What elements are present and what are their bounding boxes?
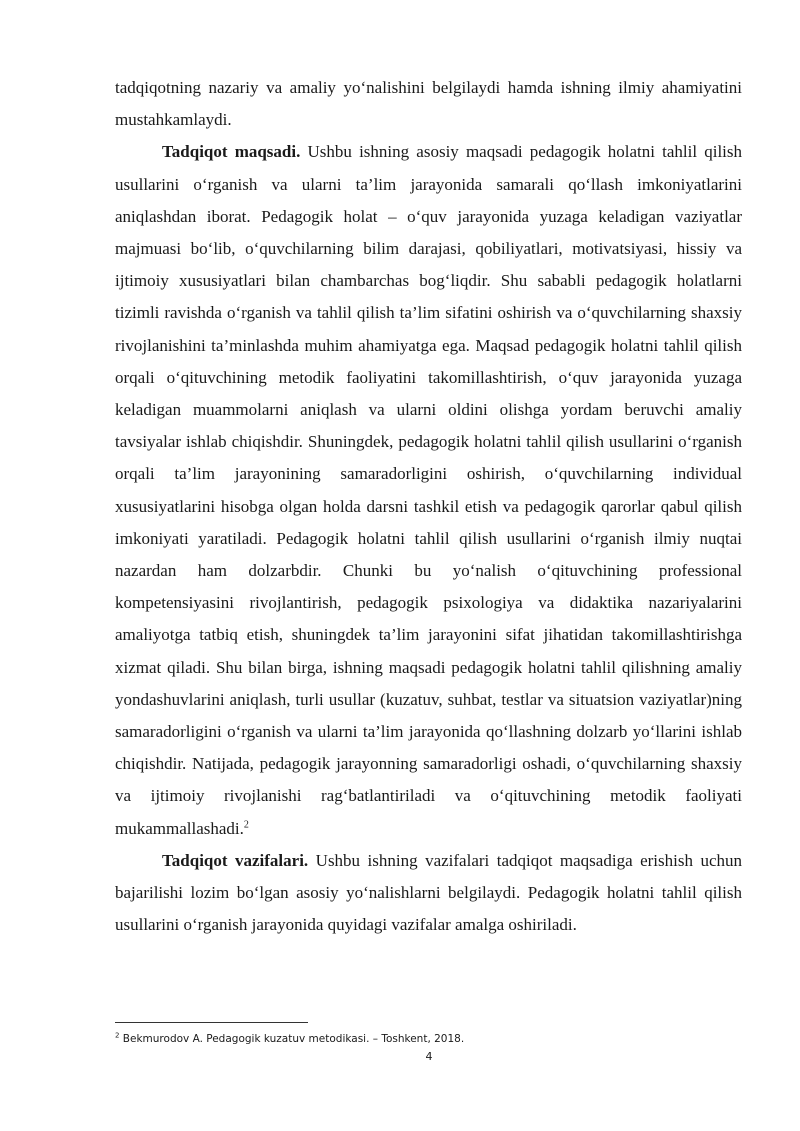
intro-continuation-paragraph: tadqiqotning nazariy va amaliy yo‘nalishini belgilaydi hamda ishning ilmiy ahamiyatini mustahkamlaydi.	[115, 78, 742, 130]
purpose-paragraph	[115, 136, 742, 844]
page-body	[115, 72, 742, 941]
purpose-heading: Tadqiqot maqsadi.	[162, 142, 301, 162]
footnote-marker: 2	[115, 1031, 120, 1040]
tasks-paragraph	[115, 845, 742, 942]
tasks-text: Ushbu ishning vazifalari tadqiqot maqsadiga erishish uchun bajarilishi lozim bo‘lgan asosiy yo‘nalishlarni belgilaydi. Pedagogik holatni tahlil qilish usullarini o‘rganish jarayonida quyidagi vazifalar amalga oshiriladi.	[115, 850, 742, 935]
footnote-divider	[115, 1022, 308, 1023]
footnote-text: Bekmurodov A. Pedagogik kuzatuv metodikasi. – Toshkent, 2018.	[119, 1033, 465, 1045]
purpose-text: Ushbu ishning asosiy maqsadi pedagogik holatni tahlil qilish usullarini o‘rganish va ularni ta’lim jarayonida samarali qo‘llash imkoniyatlarini aniqlashdan iborat. Pedagogik holat – o‘quv jarayonida yuzaga keladigan vaziyatlar majmuasi bo‘lib, o‘quvchilarning bilim darajasi, qobiliyatlari, motivatsiyasi, hissiy va ijtimoiy xususiyatlari bilan chambarchas bog‘liqdir. Shu sababli pedagogik holatlarni tizimli ravishda o‘rganish va tahlil qilish ta’lim sifatini oshirish va o‘quvchilarning shaxsiy rivojlanishini ta’minlashda muhim ahamiyatga ega. Maqsad pedagogik holatni tahlil qilish orqali o‘qituvchining metodik faoliyatini takomillashtirish, o‘quv jarayonida yuzaga keladigan muammolarni aniqlash va ularni oldini olishga yordam beruvchi amaliy tavsiyalar ishlab chiqishdir. Shuningdek, pedagogik holatni tahlil qilish usullarini o‘rganish orqali ta’lim jarayonining samaradorligini oshirish, o‘quvchilarning individual xususiyatlarini hisobga olgan holda darsni tashkil etish va pedagogik qarorlar qabul qilish imkoniyati yaratiladi. Pedagogik holatni tahlil qilish usullarini o‘rganish ilmiy nuqtai nazardan ham dolzarbdir. Chunki bu yo‘nalish o‘qituvchining professional kompetensiyasini rivojlantirish, pedagogik psixologiya va didaktika nazariyalarini amaliyotga tatbiq etish, shuningdek ta’lim jarayonini sifat jihatidan takomillashtirishga xizmat qiladi. Shu bilan birga, ishning maqsadi pedagogik holatni tahlil qilishning amaliy yondashuvlarini aniqlash, turli usullar (kuzatuv, suhbat, testlar va situatsion vaziyatlar)ning samaradorligini o‘rganish va ularni ta’lim jarayonida qo‘llashning dolzarb yo‘llarini ishlab chiqishdir. Natijada, pedagogik jarayonning samaradorligi oshadi, o‘quvchilarning shaxsiy va ijtimoiy rivojlanishi rag‘batlantiriladi va o‘qituvchining metodik faoliyati mukammallashadi.	[115, 142, 743, 838]
page-number: 4	[425, 1050, 433, 1063]
footnote	[115, 1032, 742, 1046]
footnote-reference[interactable]: 2	[243, 819, 249, 831]
tasks-heading: Tadqiqot vazifalari.	[162, 850, 309, 870]
